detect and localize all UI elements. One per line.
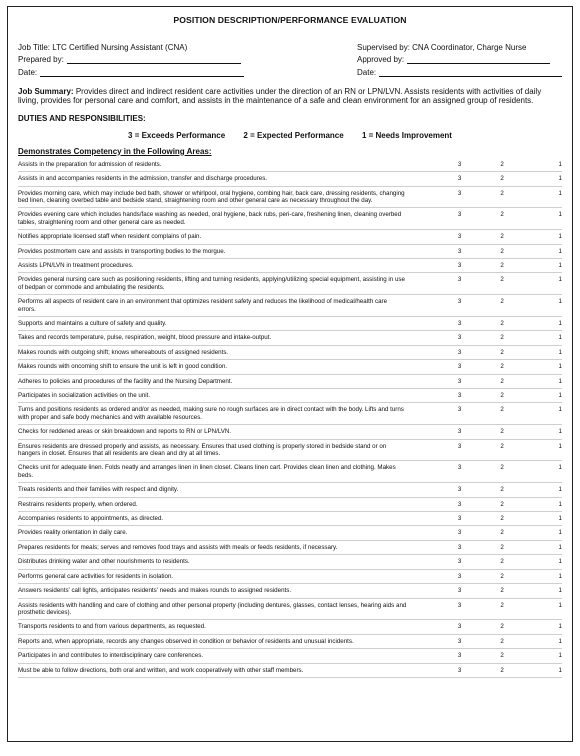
rating-3[interactable]: 3 <box>457 464 462 472</box>
rating-2[interactable]: 2 <box>500 298 504 306</box>
duty-row <box>18 331 562 345</box>
rating-1[interactable]: 1 <box>558 175 562 183</box>
duty-row <box>18 403 562 425</box>
rating-3[interactable]: 3 <box>457 189 462 197</box>
prepared-by-label: Prepared by: <box>18 55 64 64</box>
duty-text: Adheres to policies and procedures of the facility and the Nursing Department. <box>18 377 233 385</box>
form-title: POSITION DESCRIPTION/PERFORMANCE EVALUATION <box>173 15 407 25</box>
rating-2[interactable]: 2 <box>500 529 504 537</box>
rating-2[interactable]: 2 <box>500 601 504 609</box>
rating-3[interactable]: 3 <box>457 666 462 674</box>
duty-text: Provides evening care which includes hands/face washing as needed, oral hygiene, back rubs, peri-care, freshening linen, cleaning overbed tables, straightening room and other general care as needed. <box>18 211 402 226</box>
duty-text: Assists in the preparation for admission of residents. <box>18 160 162 168</box>
date-label-right: Date: <box>357 67 377 77</box>
rating-3[interactable]: 3 <box>457 247 462 255</box>
rating-2[interactable]: 2 <box>500 363 504 371</box>
rating-3[interactable]: 3 <box>457 558 462 566</box>
rating-3[interactable]: 3 <box>457 486 462 494</box>
duty-text: Makes rounds with oncoming shift to ensure the unit is left in good condition. <box>18 363 228 371</box>
rating-3[interactable]: 3 <box>457 500 462 508</box>
rating-3[interactable]: 3 <box>457 515 462 523</box>
duty-text: Accompanies residents to appointments, as directed. <box>18 515 164 523</box>
duty-text: Turns and positions residents as ordered and/or as needed, making sure no rough surfaces are in direct contact with the body. Lifts and turns with proper and safe body mechanics and with available resources. <box>18 406 404 421</box>
duty-row <box>18 208 562 230</box>
date-label-left: Date: <box>18 67 38 77</box>
rating-3[interactable]: 3 <box>457 543 462 551</box>
supervised-by-value: CNA Coordinator, Charge Nurse <box>412 42 527 52</box>
duty-row <box>18 245 562 259</box>
rating-2[interactable]: 2 <box>500 587 504 595</box>
rating-3[interactable]: 3 <box>457 587 462 595</box>
rating-3[interactable]: 3 <box>457 233 462 241</box>
duty-text: Checks for reddened areas or skin breakdown and reports to RN or LPN/LVN. <box>18 428 232 436</box>
rating-1[interactable]: 1 <box>558 601 562 609</box>
rating-legend <box>18 131 562 140</box>
rating-1[interactable]: 1 <box>558 486 562 494</box>
duty-row <box>18 230 562 244</box>
duty-row <box>18 346 562 360</box>
rating-1[interactable]: 1 <box>558 543 562 551</box>
rating-2[interactable]: 2 <box>500 377 504 385</box>
duty-row <box>18 295 562 317</box>
duty-text: Checks unit for adequate linen. Folds neatly and arranges linen in linen closet. Cleans linen cart. Provides clean linen and clothing. Makes beds. <box>18 464 396 479</box>
rating-3[interactable]: 3 <box>457 175 462 183</box>
duty-text: Makes rounds with outgoing shift; knows whereabouts of assigned residents. <box>18 348 229 356</box>
duty-row <box>18 555 562 569</box>
supervised-by-label: Supervised by: <box>357 42 410 52</box>
rating-2[interactable]: 2 <box>500 233 504 241</box>
rating-3[interactable]: 3 <box>457 601 462 609</box>
rating-1[interactable]: 1 <box>558 529 562 537</box>
rating-3[interactable]: 3 <box>457 348 462 356</box>
job-title-label: Job Title: <box>18 42 51 52</box>
competency-subhead: Demonstrates Competency in the Following Areas: <box>18 146 212 156</box>
duty-text: Provides reality orientation in daily care. <box>18 529 128 537</box>
duty-row <box>18 440 562 462</box>
rating-3[interactable]: 3 <box>457 406 462 414</box>
rating-2[interactable]: 2 <box>500 652 504 660</box>
duty-row <box>18 317 562 331</box>
rating-2[interactable]: 2 <box>500 175 504 183</box>
rating-1[interactable]: 1 <box>558 348 562 356</box>
rating-2[interactable]: 2 <box>500 666 504 674</box>
rating-2[interactable]: 2 <box>500 442 504 450</box>
rating-2[interactable]: 2 <box>500 637 504 645</box>
duty-row <box>18 360 562 374</box>
duty-text: Prepares residents for meals; serves and removes food trays and assists with meals or feeds residents, if necessary. <box>18 543 338 551</box>
rating-1[interactable]: 1 <box>558 247 562 255</box>
duty-text: Provides postmortem care and assists in transporting bodies to the morgue. <box>18 247 226 255</box>
rating-3[interactable]: 3 <box>457 160 462 168</box>
rating-3[interactable]: 3 <box>457 261 462 269</box>
rating-2[interactable]: 2 <box>500 392 504 399</box>
duty-text: Assists LPN/LVN in treatment procedures. <box>18 261 134 269</box>
duty-row <box>18 172 562 186</box>
duty-row <box>18 584 562 598</box>
rating-1[interactable]: 1 <box>558 637 562 645</box>
rating-2[interactable]: 2 <box>500 160 504 168</box>
rating-3[interactable]: 3 <box>457 392 462 399</box>
rating-1[interactable]: 1 <box>558 261 562 269</box>
rating-1[interactable]: 1 <box>558 377 562 385</box>
rating-1[interactable]: 1 <box>558 211 562 219</box>
rating-1[interactable]: 1 <box>558 298 562 306</box>
duty-row <box>18 461 562 483</box>
duty-row <box>18 635 562 649</box>
duty-text: Assists in and accompanies residents in the admission, transfer and discharge procedures. <box>18 175 268 183</box>
duty-row <box>18 425 562 439</box>
rating-1[interactable]: 1 <box>558 572 562 580</box>
rating-1[interactable]: 1 <box>558 160 562 168</box>
duty-row <box>18 620 562 634</box>
evaluation-form <box>7 6 573 742</box>
rating-3[interactable]: 3 <box>457 319 462 327</box>
duty-text: Provides general nursing care such as positioning residents, lifting and turning residents, applying/utilizing special equipment, assisting in use of bedpan or commode and ambulating the residents. <box>18 276 405 291</box>
rating-2[interactable]: 2 <box>500 515 504 523</box>
rating-2[interactable]: 2 <box>500 486 504 494</box>
rating-3[interactable]: 3 <box>457 334 462 342</box>
rating-3[interactable]: 3 <box>457 276 462 284</box>
rating-1[interactable]: 1 <box>558 558 562 566</box>
duty-row <box>18 259 562 273</box>
duty-text: Ensures residents are dressed properly and assists, as necessary. Ensures that used clothing is properly stored in bedside stand or on hangers in closet. Ensures that all residents are clean and dry at all times. <box>18 442 387 458</box>
approved-by-field[interactable] <box>407 55 550 64</box>
duty-row <box>18 389 562 403</box>
rating-2[interactable]: 2 <box>500 428 504 436</box>
duty-row <box>18 483 562 497</box>
rating-1[interactable]: 1 <box>558 464 562 472</box>
rating-3[interactable]: 3 <box>457 211 462 219</box>
rating-3[interactable]: 3 <box>457 442 462 450</box>
rating-2[interactable]: 2 <box>500 189 504 197</box>
rating-2[interactable]: 2 <box>500 558 504 566</box>
rating-1[interactable]: 1 <box>558 363 562 371</box>
duty-row <box>18 599 562 621</box>
duty-row <box>18 375 562 389</box>
form-header <box>18 39 562 77</box>
rating-2[interactable]: 2 <box>500 276 504 284</box>
rating-3[interactable]: 3 <box>457 572 462 580</box>
rating-2[interactable]: 2 <box>500 572 504 580</box>
rating-1[interactable]: 1 <box>558 319 562 327</box>
duty-text: Performs all aspects of resident care in an environment that optimizes resident safety and reduces the likelihood of medical/health care errors. <box>18 298 388 313</box>
duty-row <box>18 664 562 678</box>
duty-text: Answers residents' call lights, anticipates residents' needs and makes rounds to assigned residents. <box>18 587 292 595</box>
rating-3[interactable]: 3 <box>457 529 462 537</box>
rating-1[interactable]: 1 <box>558 652 562 660</box>
duty-text: Must be able to follow directions, both oral and written, and work cooperatively with other staff members. <box>18 666 304 674</box>
rating-2[interactable]: 2 <box>500 348 504 356</box>
rating-3[interactable]: 3 <box>457 363 462 371</box>
legend-needs-improvement: 1 = Needs Improvement <box>361 130 452 140</box>
rating-2[interactable]: 2 <box>500 500 504 508</box>
rating-1[interactable]: 1 <box>558 406 562 414</box>
rating-2[interactable]: 2 <box>500 623 504 631</box>
summary-text: Provides direct and indirect resident care activities under the direction of an RN or LPN/LVN. Assists residents with activities of daily living, provides for personal care and comfort, and assists in the maintenance of a safe and clean environment for an assigned group of residents. <box>18 86 542 106</box>
duties-list <box>18 158 562 678</box>
duty-row <box>18 649 562 663</box>
duty-row <box>18 498 562 512</box>
rating-2[interactable]: 2 <box>500 211 504 219</box>
rating-1[interactable]: 1 <box>558 515 562 523</box>
prepared-by-field[interactable] <box>67 55 241 64</box>
rating-2[interactable]: 2 <box>500 319 504 327</box>
rating-3[interactable]: 3 <box>457 652 462 660</box>
duty-text: Participates in socialization activities on the unit. <box>18 392 151 399</box>
rating-1[interactable]: 1 <box>558 189 562 197</box>
duty-row <box>18 541 562 555</box>
rating-2[interactable]: 2 <box>500 334 504 342</box>
duty-text: Supports and maintains a culture of safety and quality. <box>18 319 167 327</box>
duty-row <box>18 273 562 295</box>
rating-1[interactable]: 1 <box>558 623 562 631</box>
section-title: DUTIES AND RESPONSIBILITIES: <box>18 113 146 123</box>
duty-text: Treats residents and their families with respect and dignity. <box>18 486 179 494</box>
rating-1[interactable]: 1 <box>558 276 562 284</box>
header-right <box>357 39 562 77</box>
rating-3[interactable]: 3 <box>457 623 462 631</box>
rating-2[interactable]: 2 <box>500 247 504 255</box>
duty-text: Participates in and contributes to interdisciplinary care conferences. <box>18 652 204 660</box>
duty-row <box>18 158 562 172</box>
rating-2[interactable]: 2 <box>500 464 504 472</box>
rating-2[interactable]: 2 <box>500 261 504 269</box>
duty-text: Performs general care activities for residents in isolation. <box>18 572 174 580</box>
duty-text: Restrains residents properly, when ordered. <box>18 500 138 508</box>
rating-1[interactable]: 1 <box>558 392 562 399</box>
rating-1[interactable]: 1 <box>558 428 562 436</box>
rating-3[interactable]: 3 <box>457 637 462 645</box>
rating-2[interactable]: 2 <box>500 406 504 414</box>
duty-text: Provides morning care, which may include bed bath, shower or whirlpool, oral hygiene, combing hair, back care, dressing residents, changing bed linen, cleaning overbed table and bedside stand, straightening room and other general care as necessary throughout the day. <box>18 189 405 204</box>
date-field-right[interactable] <box>379 68 562 77</box>
duty-row <box>18 187 562 209</box>
duty-text: Notifies appropriate licensed staff when resident complains of pain. <box>18 233 202 241</box>
rating-3[interactable]: 3 <box>457 428 462 436</box>
rating-3[interactable]: 3 <box>457 377 462 385</box>
summary-label: Job Summary: <box>18 86 74 96</box>
rating-1[interactable]: 1 <box>558 334 562 342</box>
header-left <box>18 39 244 77</box>
duty-text: Takes and records temperature, pulse, respiration, weight, blood pressure and intake-output. <box>18 334 272 342</box>
rating-1[interactable]: 1 <box>558 442 562 450</box>
rating-2[interactable]: 2 <box>500 543 504 551</box>
job-title-value: LTC Certified Nursing Assistant (CNA) <box>52 42 188 52</box>
approved-by-label: Approved by: <box>357 55 405 64</box>
duty-row <box>18 570 562 584</box>
job-summary <box>18 87 562 106</box>
duty-text: Distributes drinking water and other nourishments to residents. <box>18 558 190 566</box>
duty-text: Transports residents to and from various departments, as requested. <box>18 623 206 631</box>
duty-text: Reports and, when appropriate, records any changes observed in condition or behavior of residents and unusual incidents. <box>18 637 354 645</box>
duty-row <box>18 512 562 526</box>
date-field-left[interactable] <box>40 68 244 77</box>
duty-row <box>18 526 562 540</box>
rating-1[interactable]: 1 <box>558 500 562 508</box>
legend-exceeds: 3 = Exceeds Performance <box>128 130 226 140</box>
rating-1[interactable]: 1 <box>558 587 562 595</box>
rating-3[interactable]: 3 <box>457 298 462 306</box>
legend-expected: 2 = Expected Performance <box>243 130 344 140</box>
rating-1[interactable]: 1 <box>558 233 562 241</box>
rating-1[interactable]: 1 <box>558 666 562 674</box>
duty-text: Assists residents with handling and care of clothing and other personal property (including dentures, glasses, contact lenses, hearing aids and prosthetic devices). <box>18 601 407 616</box>
